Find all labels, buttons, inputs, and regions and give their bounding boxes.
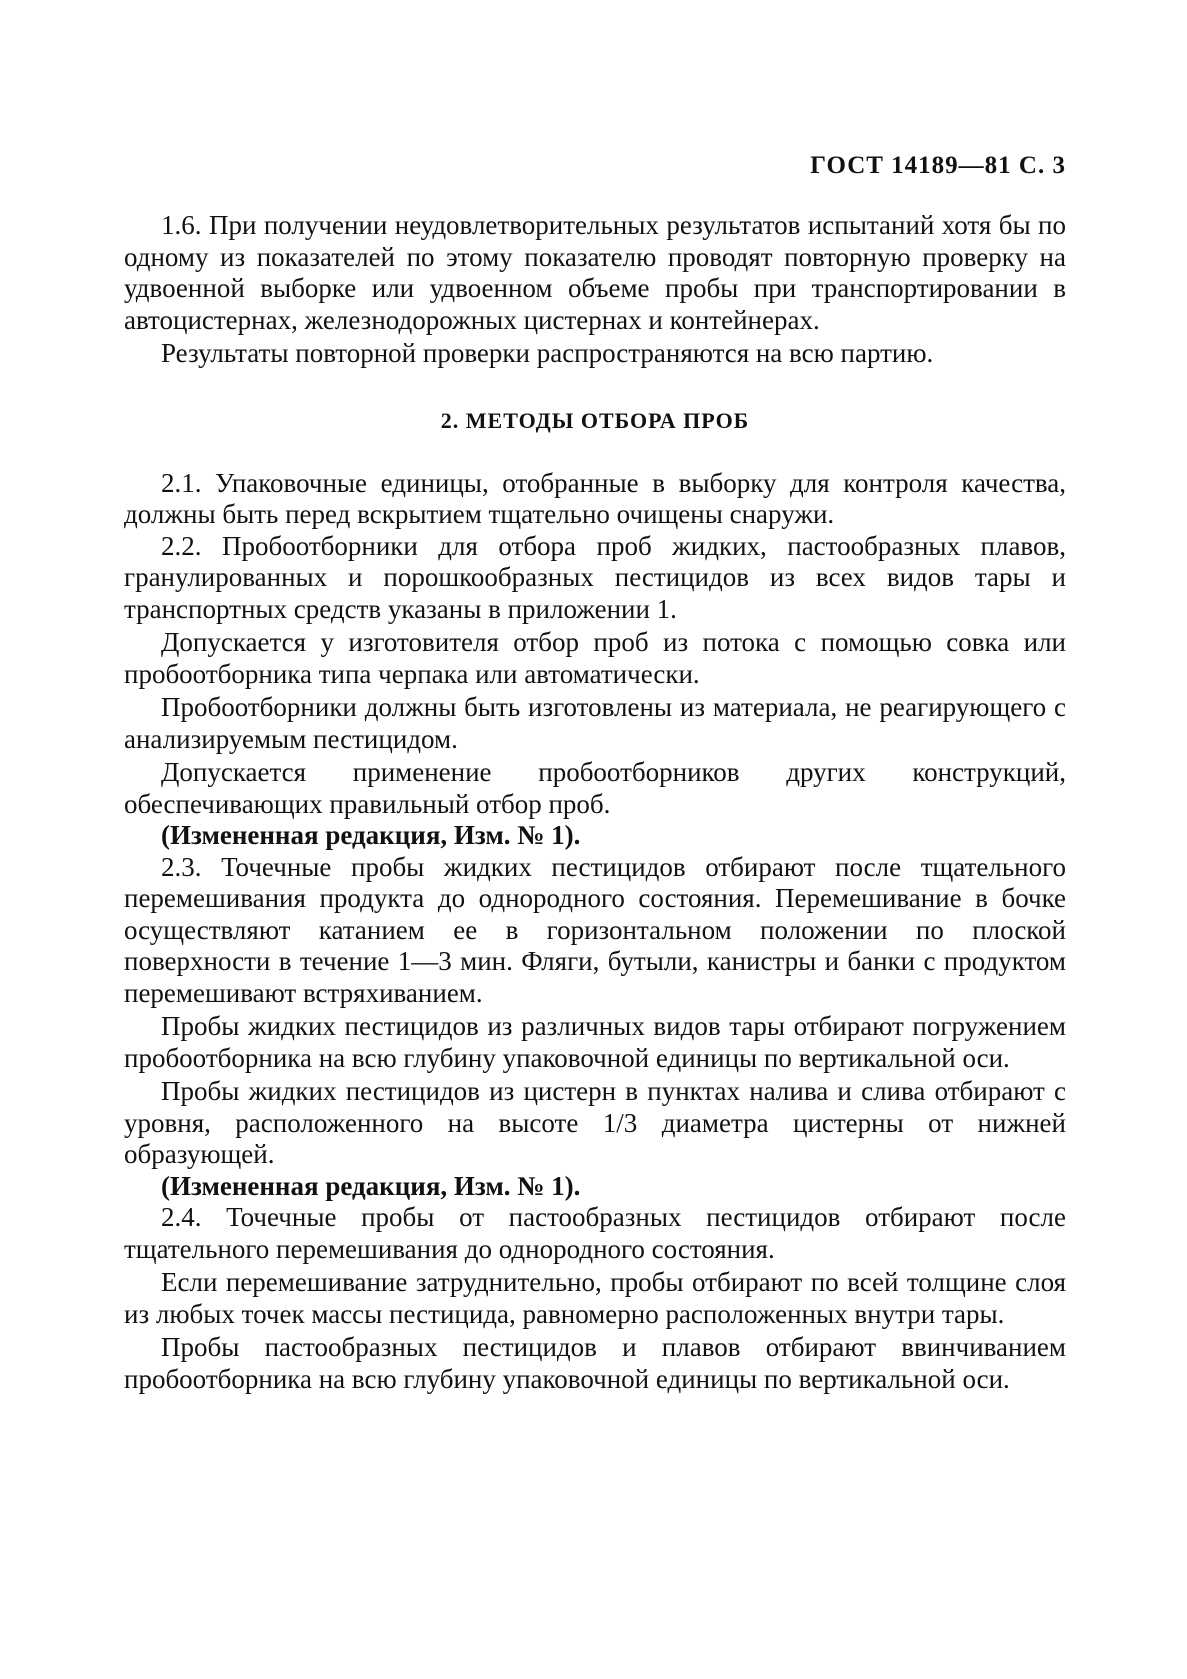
paragraph-2-3-containers: Пробы жидких пестицидов из различных видов тары отбирают погружением пробоотборника на всю глубину упаковочной единицы по вертикальной оси. — [124, 1011, 1066, 1073]
paragraph-repeat-results: Результаты повторной проверки распространяются на всю партию. — [161, 338, 934, 368]
paragraph-2-2: 2.2. Пробоотборники для отбора проб жидких, пастообразных плавов, гранулированных и порошкообразных пестицидов из всех видов тары и транспортных средств указаны в приложении 1. — [124, 530, 1066, 624]
section-heading: 2. МЕТОДЫ ОТБОРА ПРОБ — [440, 407, 750, 433]
paragraph-2-4-difficult-mixing: Если перемешивание затруднительно, пробы отбирают по всей толщине слоя из любых точек массы пестицида, равномерно расположенных внутри тары. — [124, 1267, 1066, 1329]
paragraph-2-2-material: Пробоотборники должны быть изготовлены из материала, не реагирующего с анализируемым пестицидом. — [124, 692, 1066, 754]
document-body — [124, 210, 1066, 1395]
paragraph-2-3-tanks: Пробы жидких пестицидов из цистерн в пунктах налива и слива отбирают с уровня, расположенного на высоте 1/3 диаметра цистерны от нижней образующей. — [124, 1076, 1066, 1169]
paragraph-2-4-screwing: Пробы пастообразных пестицидов и плавов отбирают ввинчиванием пробоотборника на всю глубину упаковочной единицы по вертикальной оси. — [124, 1332, 1066, 1394]
paragraph-2-3: 2.3. Точечные пробы жидких пестицидов отбирают после тщательного перемешивания продукта до однородного состояния. Перемешивание в бочке осуществляют катанием ее в горизонтальном положении по плоской поверхности в течение 1—3 мин. Фляги, бутыли, канистры и банки с продуктом перемешивают встряхиванием. — [124, 851, 1066, 1008]
paragraph-2-2-other-designs: Допускается применение пробоотборников других конструкций, обеспечивающих правильный отбор проб. — [124, 757, 1066, 819]
amendment-note: (Измененная редакция, Изм. № 1). — [161, 820, 581, 850]
paragraph-1-6: 1.6. При получении неудовлетворительных результатов испытаний хотя бы по одному из показателей по этому показателю проводят повторную проверку на удвоенной выборке или удвоенном объеме пробы при транспортировании в автоцистернах, железнодорожных цистернах и контейнерах. — [124, 210, 1066, 335]
running-header: ГОСТ 14189—81 С. 3 — [810, 152, 1066, 179]
amendment-note: (Измененная редакция, Изм. № 1). — [161, 1170, 581, 1201]
paragraph-2-1: 2.1. Упаковочные единицы, отобранные в выборку для контроля качества, должны быть перед вскрытием тщательно очищены снаружи. — [124, 467, 1066, 529]
paragraph-2-2-flow-sampling: Допускается у изготовителя отбор проб из потока с помощью совка или пробоотборника типа черпака или автоматически. — [124, 627, 1066, 689]
paragraph-2-4: 2.4. Точечные пробы от пастообразных пестицидов отбирают после тщательного перемешивания до однородного состояния. — [124, 1202, 1066, 1264]
